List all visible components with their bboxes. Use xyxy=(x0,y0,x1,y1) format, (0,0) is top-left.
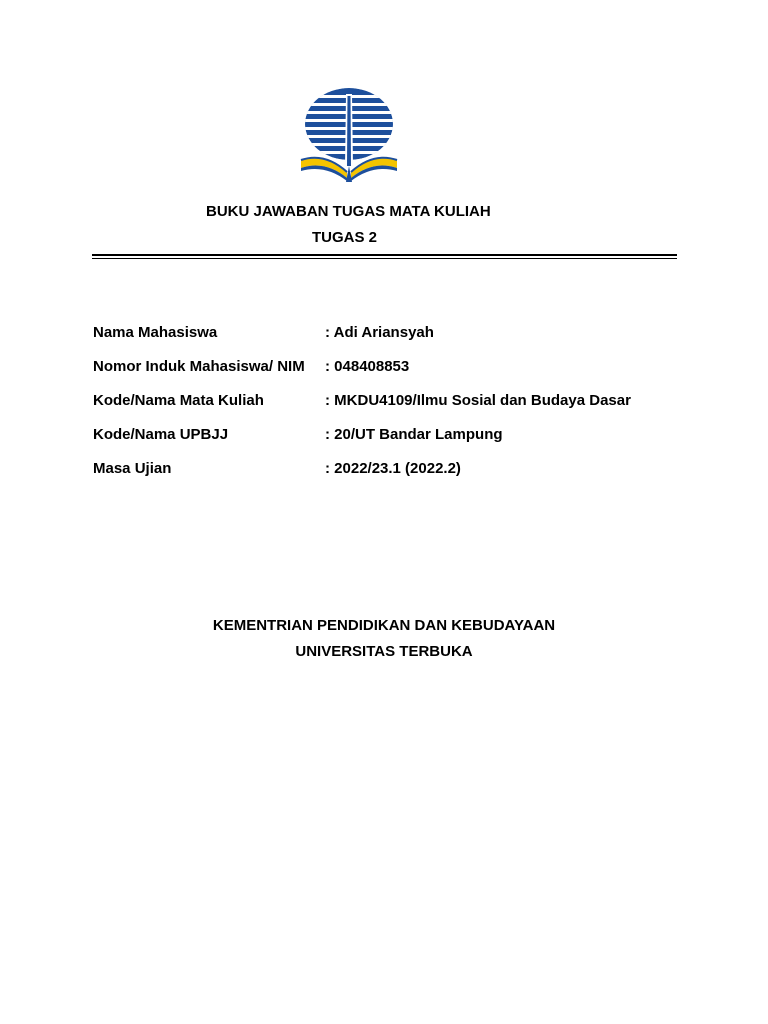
info-label: Nomor Induk Mahasiswa/ NIM xyxy=(93,358,305,375)
document-title: BUKU JAWABAN TUGAS MATA KULIAH xyxy=(206,203,491,220)
info-label: Kode/Nama Mata Kuliah xyxy=(93,392,264,409)
info-value: : MKDU4109/Ilmu Sosial dan Budaya Dasar xyxy=(325,392,631,409)
header-divider-bottom xyxy=(92,258,677,260)
document-subtitle: TUGAS 2 xyxy=(312,229,378,246)
universitas-terbuka-logo-icon xyxy=(299,86,399,186)
info-value: : 20/UT Bandar Lampung xyxy=(325,426,503,443)
info-value: : 048408853 xyxy=(325,358,410,375)
info-label: Masa Ujian xyxy=(93,460,172,477)
university-name: UNIVERSITAS TERBUKA xyxy=(295,643,473,660)
info-label: Nama Mahasiswa xyxy=(93,324,218,341)
info-label: Kode/Nama UPBJJ xyxy=(93,426,229,443)
ministry-name: KEMENTRIAN PENDIDIKAN DAN KEBUDAYAAN xyxy=(212,617,556,634)
info-value: : Adi Ariansyah xyxy=(325,324,434,341)
header-divider-top xyxy=(92,254,677,256)
info-value: : 2022/23.1 (2022.2) xyxy=(325,460,461,477)
